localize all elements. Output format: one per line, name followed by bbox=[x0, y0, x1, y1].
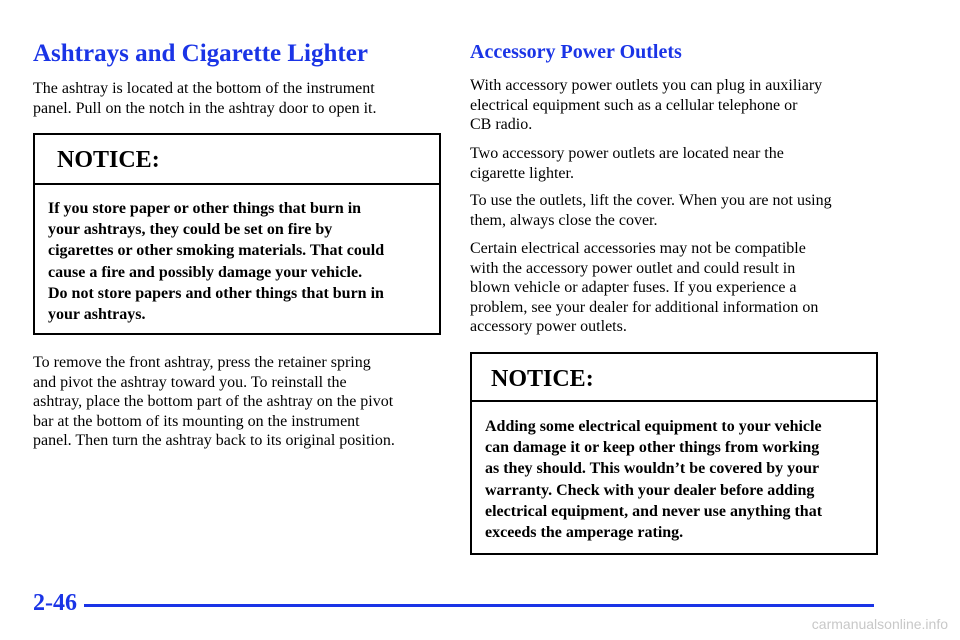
notice-body: Adding some electrical equipment to your vehicle can damage it or keep other things from working as they should. This wouldn’t be covered by your warranty. Check with your dealer before adding electrical equipment, and never use anything that exceeds the amperage rating. bbox=[485, 418, 823, 542]
notice-body: If you store paper or other things that burn in your ashtrays, they could be set on fire by cigarettes or other smoking materials. That could cause a fire and possibly damage your vehicle. Do not store papers and other things that burn in your ashtrays. bbox=[48, 200, 385, 324]
ashtray-notice-box bbox=[33, 133, 441, 335]
notice-heading: NOTICE: bbox=[35, 135, 439, 185]
outlets-location-paragraph: Two accessory power outlets are located near the cigarette lighter. bbox=[470, 145, 784, 182]
notice-heading: NOTICE: bbox=[472, 354, 876, 402]
outlets-intro-paragraph: With accessory power outlets you can plug in auxiliary electrical equipment such as a cellular telephone or CB radio. bbox=[470, 77, 823, 133]
ashtray-intro-paragraph: The ashtray is located at the bottom of the instrument panel. Pull on the notch in the ashtray door to open it. bbox=[33, 80, 377, 117]
outlets-compatibility-paragraph: Certain electrical accessories may not be compatible with the accessory power outlet and could result in blown vehicle or adapter fuses. If you experience a problem, see your dealer for additional information on accessory power outlets. bbox=[470, 240, 819, 335]
watermark-text: carmanualsonline.info bbox=[811, 616, 948, 632]
outlets-usage-paragraph: To use the outlets, lift the cover. When you are not using them, always close the cover. bbox=[470, 192, 832, 229]
section-title-ashtrays: Ashtrays and Cigarette Lighter bbox=[33, 40, 368, 67]
section-title-power-outlets: Accessory Power Outlets bbox=[470, 41, 682, 63]
page-number: 2-46 bbox=[33, 590, 77, 616]
outlets-notice-box bbox=[470, 352, 878, 555]
ashtray-removal-paragraph: To remove the front ashtray, press the retainer spring and pivot the ashtray toward you. To reinstall the ashtray, place the bottom part of the ashtray on the pivot bar at the bottom of its mounting on the instrument panel. Then turn the ashtray back to its original position. bbox=[33, 354, 395, 449]
footer-rule bbox=[84, 604, 874, 607]
